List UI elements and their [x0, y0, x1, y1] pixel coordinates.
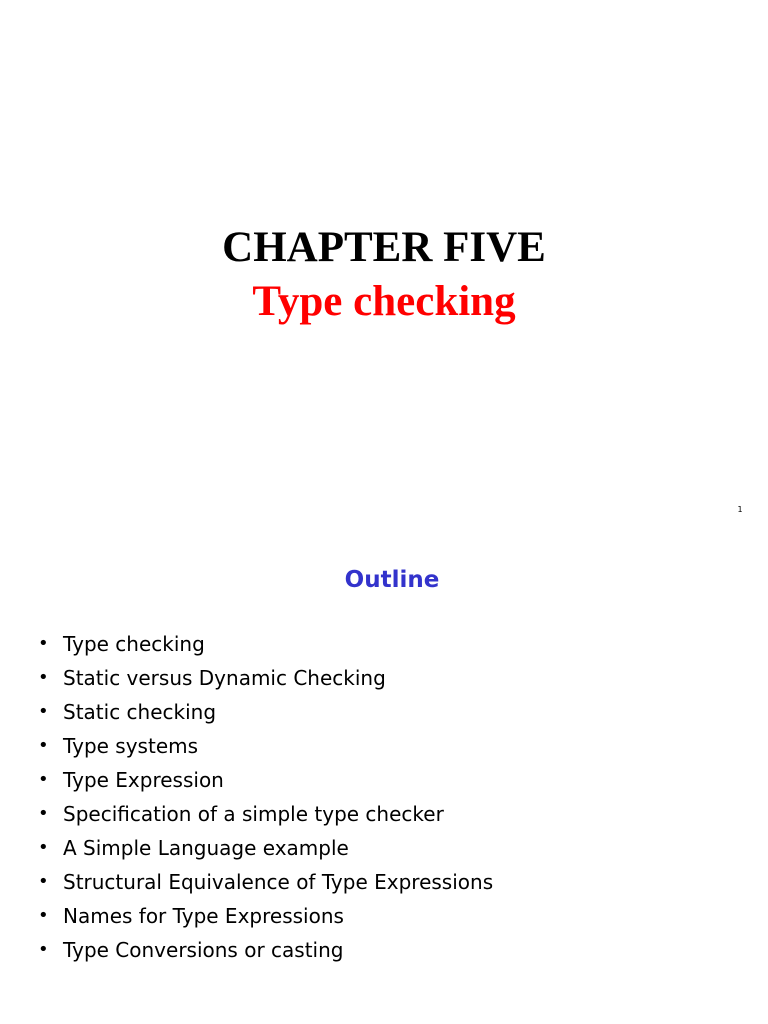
bullet-icon: • [38, 905, 49, 926]
outline-heading: Outline [344, 567, 440, 593]
chapter-subtitle: Type checking [252, 278, 516, 325]
outline-item-text: A Simple Language example [63, 836, 349, 860]
bullet-icon: • [38, 837, 49, 858]
outline-item-text: Type Expression [63, 768, 224, 792]
outline-item-text: Type checking [63, 632, 205, 656]
outline-item-text: Static checking [63, 700, 217, 724]
outline-item-text: Names for Type Expressions [63, 904, 344, 928]
outline-item [38, 797, 493, 831]
outline-slide [0, 538, 768, 1024]
chapter-title: CHAPTER FIVE [222, 224, 546, 271]
bullet-icon: • [38, 871, 49, 892]
outline-item-text: Static versus Dynamic Checking [63, 666, 386, 690]
outline-item [38, 627, 493, 661]
slide-number: 1 [737, 505, 743, 514]
outline-item [38, 695, 493, 729]
bullet-icon: • [38, 939, 49, 960]
outline-item [38, 661, 493, 695]
outline-item [38, 899, 493, 933]
outline-item [38, 831, 493, 865]
outline-item-text: Type Conversions or casting [63, 938, 344, 962]
outline-item-text: Type systems [63, 734, 199, 758]
bullet-icon: • [38, 769, 49, 790]
bullet-icon: • [38, 735, 49, 756]
bullet-icon: • [38, 701, 49, 722]
outline-item [38, 763, 493, 797]
outline-item [38, 729, 493, 763]
outline-item [38, 933, 493, 967]
bullet-icon: • [38, 667, 49, 688]
bullet-icon: • [38, 633, 49, 654]
outline-item-text: Specification of a simple type checker [63, 802, 444, 826]
bullet-icon: • [38, 803, 49, 824]
outline-item-text: Structural Equivalence of Type Expressions [63, 870, 494, 894]
outline-list [38, 627, 493, 967]
outline-item [38, 865, 493, 899]
